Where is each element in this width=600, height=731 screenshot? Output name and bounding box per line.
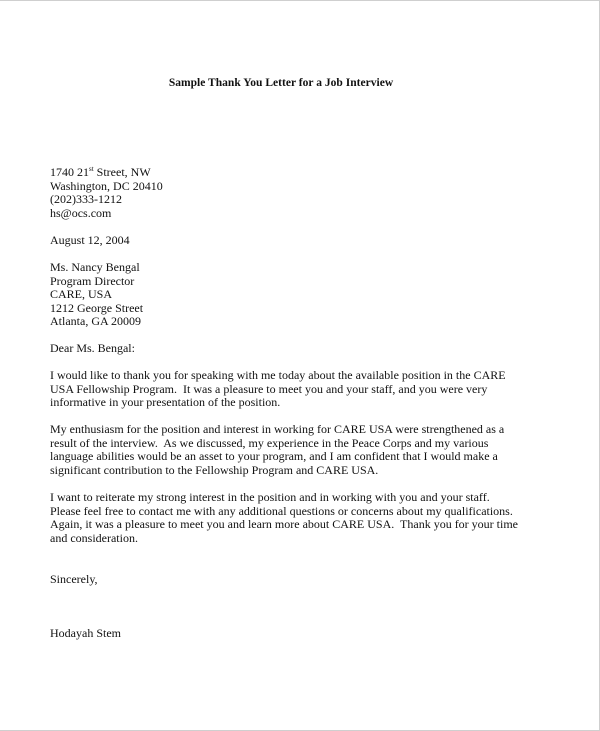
recipient-street: 1212 George Street (50, 300, 144, 315)
salutation-text: Dear Ms. Bengal: (50, 341, 135, 355)
paragraph-line: USA Fellowship Program. It was a pleasure to meet you and your staff, and you were very (50, 381, 488, 396)
recipient-title: Program Director (50, 273, 135, 288)
paragraph-line: result of the interview. As we discussed, my experience in the Peace Corps and my various (50, 435, 489, 450)
sender-address (50, 166, 520, 220)
recipient-city-line: Atlanta, GA 20009 (50, 314, 141, 328)
paragraph-line: informative in your presentation of the position. (50, 395, 281, 409)
recipient-organization: CARE, USA (50, 287, 113, 301)
sender-phone: (202)333-1212 (50, 192, 122, 206)
closing (50, 573, 520, 587)
closing-text: Sincerely, (50, 572, 98, 586)
sender-street-rest: Street, NW (93, 165, 151, 179)
paragraph-3 (50, 491, 520, 545)
letter-date (50, 234, 520, 248)
paragraph-line: language abilities would be an asset to your program, and I am confident that I would make a (50, 449, 498, 463)
sender-street-suffix: st (89, 165, 94, 173)
letter-title: Sample Thank You Letter for a Job Interview (168, 77, 394, 89)
recipient-address (50, 261, 520, 329)
paragraph-line: I want to reiterate my strong interest in the position and in working with you and your staff. (50, 490, 490, 504)
paragraph-line: I would like to thank you for speaking with me today about the available position in the CARE (50, 368, 506, 382)
paragraph-line: My enthusiasm for the position and interest in working for CARE USA were strengthened as a (50, 422, 505, 436)
salutation (50, 342, 520, 356)
paragraph-line: Again, it was a pleasure to meet you and learn more about CARE USA. Thank you for your time (50, 517, 519, 531)
sender-city-line: Washington, DC 20410 (50, 178, 163, 193)
signature (50, 627, 520, 641)
paragraph-1 (50, 369, 520, 410)
signature-name: Hodayah Stem (50, 626, 121, 640)
sender-email: hs@ocs.com (50, 205, 112, 220)
paragraph-line: and consideration. (50, 530, 138, 545)
sender-street-line (50, 166, 520, 180)
paragraph-2 (50, 423, 520, 477)
date-text: August 12, 2004 (50, 233, 130, 247)
paragraph-line: significant contribution to the Fellowship Program and CARE USA. (50, 462, 379, 477)
sender-street-number: 1740 21 (50, 165, 89, 179)
recipient-name: Ms. Nancy Bengal (50, 260, 140, 274)
paragraph-line: Please feel free to contact me with any additional questions or concerns about my qualifications. (50, 503, 513, 518)
